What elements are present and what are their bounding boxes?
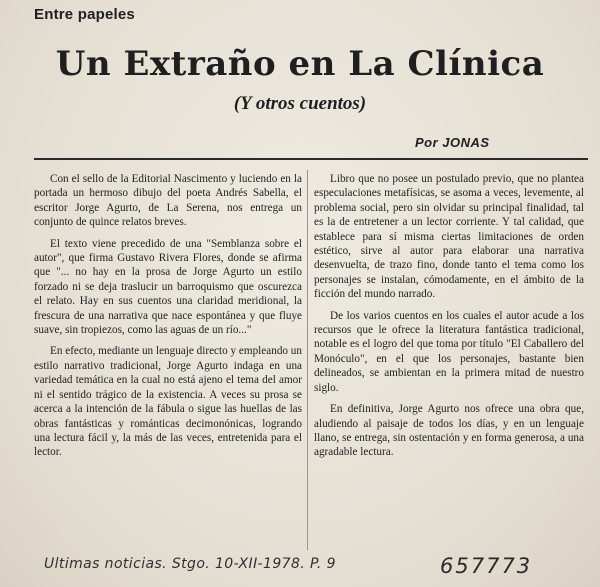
handwritten-source-note: Ultimas noticias. Stgo. 10-XII-1978. P. 9 (44, 556, 336, 572)
byline: Por JONAS (415, 135, 490, 150)
paragraph: El texto viene precedido de una "Semblanza sobre el autor", que firma Gustavo Rivera Flores, donde se afirma que "... no hay en la prosa de Jorge Agurto un estilo forzado ni se deja traslucir un barroquismo que oscurezca el relato. Hay en sus cuentos una claridad meridional, la frescura de una narrativa que nace espontánea y que fluye suave, sin tropiezos, como las aguas de un río..." (34, 237, 302, 337)
paragraph: Con el sello de la Editorial Nascimento y luciendo en la portada un hermoso dibujo del poeta Andrés Sabella, el escritor Jorge Agurto, de La Serena, nos entrega un conjunto de quince relatos breves. (34, 173, 302, 229)
left-column (34, 172, 302, 467)
heading-rule (34, 158, 588, 160)
paragraph: En definitiva, Jorge Agurto nos ofrece una obra que, aludiendo al paisaje de todos los días, y en un lenguaje llano, se entrega, sin ostentación y en forma generosa, a una agradable lectura. (314, 403, 584, 459)
catalog-number: 657773 (440, 554, 533, 578)
paragraph: En efecto, mediante un lenguaje directo y empleando un estilo narrativo tradicional, Jorge Agurto indaga en una variedad temática en la cual no está ajeno el tema del amor ni el sentido trágico de la existencia. A veces su prosa se acerca a la intención de la fábula o sigue las huellas de las obras fantásticas y románticas decimonónicas, logrando una lectura fácil y, la más de las veces, entretenida para el lector. (34, 345, 302, 459)
article-title: Un Extraño en La Clínica (55, 44, 545, 84)
paragraph: Libro que no posee un postulado previo, que no plantea especulaciones metafísicas, se asoma a veces, levemente, al problema social, pero sin olvidar su principal finalidad, tal es la de entretener a un lector corriente. Y tal calidad, que establece para sí misma ciertas limitaciones de orden estético, sirve al autor para elaborar una narrativa desenvuelta, de trazo fino, donde tanto el tema como los personajes se instalan, cómodamente, en el ámbito de la ficción del mundo narrado. (314, 173, 584, 301)
right-column (314, 172, 584, 467)
article-subtitle: (Y otros cuentos) (233, 93, 367, 114)
paragraph: De los varios cuentos en los cuales el autor acude a los recursos que le ofrece la literatura fantástica tradicional, notable es el logro del que toma por título "El Caballero del Monóculo", en el que los personajes, bastante bien delineados, se ambientan en la primera mitad de nuestro siglo. (314, 309, 584, 394)
column-divider (307, 170, 308, 550)
section-heading: Entre papeles (34, 6, 135, 23)
